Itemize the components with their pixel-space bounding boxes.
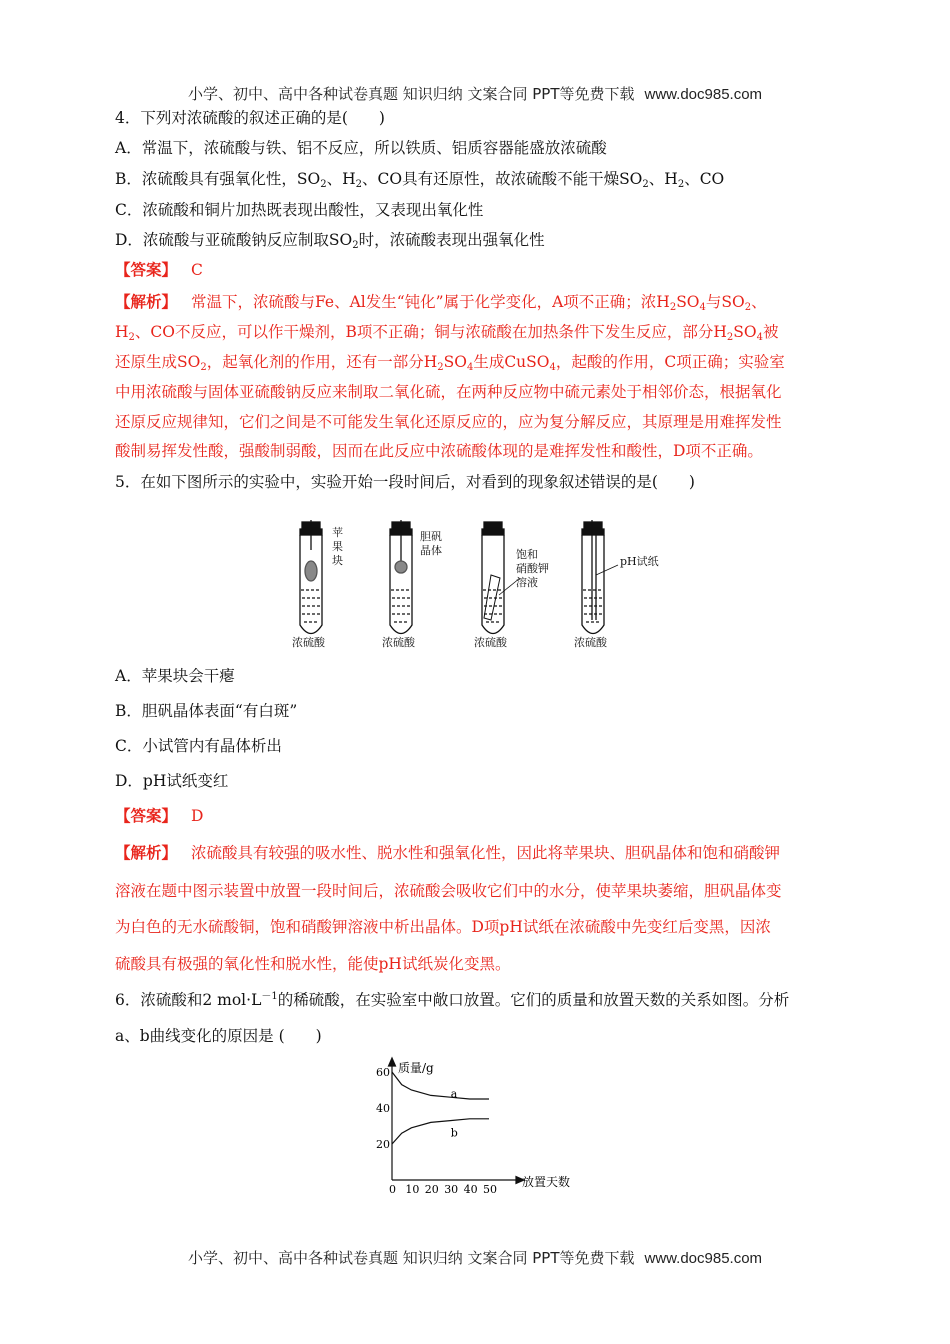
- label-acid-2: 浓硫酸: [382, 636, 415, 649]
- y-tick-label: 20: [376, 1138, 390, 1151]
- x-axis-label: 放置天数: [522, 1175, 571, 1189]
- q4-explanation-line6: 酸制易挥发性酸，强酸制弱酸，因而在此反应中浓硫酸体现的是难挥发性和酸性，D项不正确。: [115, 442, 763, 460]
- test-tube-ph-paper: [582, 520, 618, 634]
- test-tube-crystal: [390, 520, 412, 634]
- series-b-line: [392, 1119, 489, 1144]
- q4-explanation-line1: 【解析】 常温下，浓硫酸与Fe、Al发生“钝化”属于化学变化，A项不正确；浓$H_2SO_4$与$SO_2$、: [115, 292, 767, 313]
- q4-explanation-line5: 还原反应规律知，它们之间是不可能发生氧化还原反应的，应为复分解反应，其原理是用难挥发性: [115, 413, 782, 431]
- q4-stem: 4．下列对浓硫酸的叙述正确的是( ): [115, 109, 385, 127]
- x-tick-label: 30: [444, 1183, 459, 1196]
- label-kno3-1: 饱和: [516, 548, 538, 561]
- q6-chart: [370, 1052, 590, 1197]
- q4-option-b: B．浓硫酸具有强氧化性，$SO_2$、$H_2$、CO具有还原性，故浓硫酸不能干燥$SO_2$、$H_2$、CO: [115, 170, 725, 190]
- q4-option-d: D．浓硫酸与亚硫酸钠反应制取$SO_2$时，浓硫酸表现出强氧化性: [115, 231, 545, 251]
- y-axis-label: 质量/g: [398, 1061, 434, 1075]
- q4-option-c: C．浓硫酸和铜片加热既表现出酸性，又表现出氧化性: [115, 201, 484, 219]
- q6-stem-line2: a、b曲线变化的原因是 ( ): [115, 1027, 322, 1045]
- label-ph-paper: pH试纸: [620, 555, 659, 568]
- x-tick-label: 20: [424, 1183, 439, 1196]
- x-tick-label: 0: [389, 1183, 396, 1196]
- series-b-label: b: [450, 1126, 458, 1140]
- header-url[interactable]: www.doc985.com: [644, 86, 763, 103]
- page-header: [0, 83, 950, 104]
- q4-answer: 【答案】 C: [115, 260, 203, 279]
- x-tick-label: 40: [463, 1183, 478, 1196]
- q4-explanation-line4: 中用浓硫酸与固体亚硫酸钠反应来制取二氧化硫，在两种反应物中硫元素处于相邻价态，根据氧化: [115, 383, 782, 401]
- x-tick-label: 10: [405, 1183, 420, 1196]
- q5-figure: [280, 520, 680, 650]
- series-a-line: [392, 1072, 489, 1099]
- q5-answer: 【答案】 D: [115, 806, 204, 825]
- label-crystal-1: 胆矾: [420, 530, 442, 543]
- series-a-label: a: [450, 1087, 458, 1101]
- q5-option-c: C．小试管内有晶体析出: [115, 737, 282, 755]
- q5-explanation-line4: 硫酸具有极强的氧化性和脱水性，能使pH试纸炭化变黑。: [115, 955, 511, 973]
- q4-option-a: A．常温下，浓硫酸与铁、铝不反应，所以铁质、铝质容器能盛放浓硫酸: [115, 139, 607, 157]
- page-footer: [0, 1247, 950, 1268]
- label-acid-4: 浓硫酸: [574, 636, 607, 649]
- x-tick-label: 50: [483, 1183, 497, 1196]
- label-acid-1: 浓硫酸: [292, 636, 325, 649]
- footer-url[interactable]: www.doc985.com: [644, 1250, 763, 1267]
- q5-option-a: A．苹果块会干瘪: [115, 667, 235, 685]
- q5-explanation-line3: 为白色的无水硫酸铜，饱和硝酸钾溶液中析出晶体。D项pH试纸在浓硫酸中先变红后变黑，因浓: [115, 918, 771, 936]
- label-acid-3: 浓硫酸: [474, 636, 507, 649]
- q5-option-b: B．胆矾晶体表面“有白斑”: [115, 702, 298, 720]
- y-tick-label: 40: [376, 1102, 390, 1115]
- label-kno3-3: 溶液: [516, 576, 538, 589]
- q6-stem-line1: 6．浓硫酸和2 $mol\cdot L^{-1}$的稀硫酸，在实验室中敞口放置。它们的质量和放置天数的关系如图。分析: [115, 991, 790, 1009]
- label-apple-2: 果: [332, 540, 343, 553]
- label-crystal-2: 晶体: [420, 544, 442, 557]
- q5-explanation-line1: 【解析】 浓硫酸具有较强的吸水性、脱水性和强氧化性，因此将苹果块、胆矾晶体和饱和硝酸钾: [115, 843, 781, 862]
- q5-option-d: D．pH试纸变红: [115, 772, 229, 790]
- footer-text: 小学、初中、高中各种试卷真题 知识归纳 文案合同 PPT等免费下载: [187, 1249, 635, 1267]
- header-text: 小学、初中、高中各种试卷真题 知识归纳 文案合同 PPT等免费下载: [187, 85, 635, 103]
- label-apple-3: 块: [332, 554, 343, 567]
- y-axis-arrow: [389, 1058, 396, 1066]
- q5-stem: 5．在如下图所示的实验中，实验开始一段时间后，对看到的现象叙述错误的是( ): [115, 473, 695, 491]
- test-tube-kno3: [482, 522, 520, 634]
- q4-explanation-line2: $H_2$、CO不反应，可以作干燥剂，B项不正确；铜与浓硫酸在加热条件下发生反应，部分$H_2SO_4$被: [115, 323, 779, 343]
- label-apple-1: 苹: [332, 526, 343, 539]
- y-tick-label: 60: [376, 1066, 390, 1079]
- q4-explanation-line3: 还原生成$SO_2$，起氧化剂的作用，还有一部分$H_2SO_4$生成CuSO$_4$，起酸的作用，C项正确；实验室: [115, 353, 785, 373]
- label-kno3-2: 硝酸钾: [516, 562, 549, 575]
- q5-explanation-line2: 溶液在题中图示装置中放置一段时间后，浓硫酸会吸收它们中的水分，使苹果块萎缩，胆矾晶体变: [115, 882, 782, 900]
- test-tube-apple: [300, 520, 322, 634]
